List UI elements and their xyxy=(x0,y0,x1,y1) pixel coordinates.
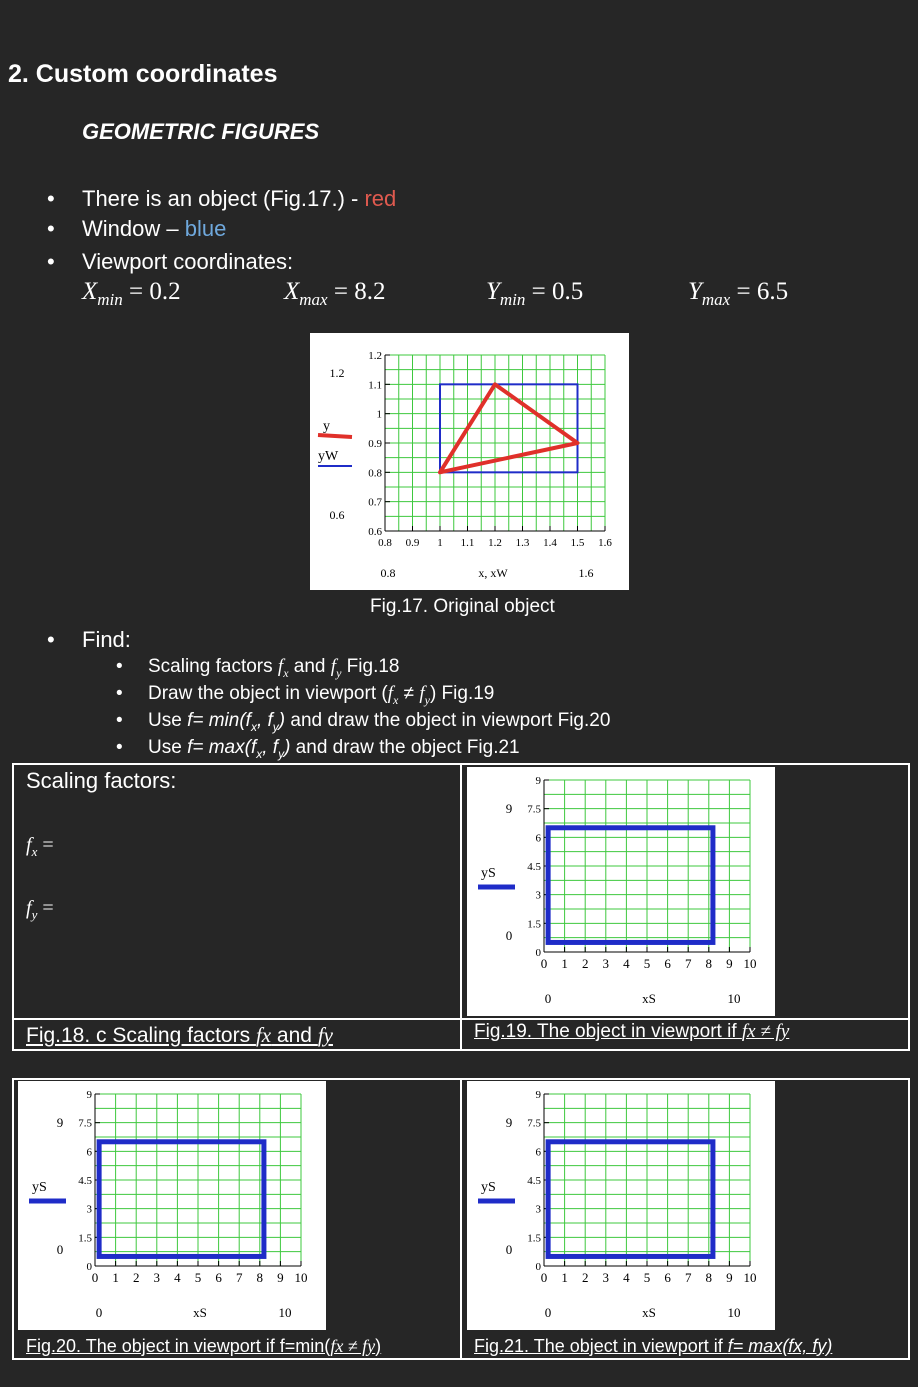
x-label: xS xyxy=(193,1305,207,1320)
ymin-equation xyxy=(486,278,583,310)
x-tick-label: 1.3 xyxy=(515,537,530,549)
find-text: ) Fig.19 xyxy=(429,683,495,704)
object-legend-line xyxy=(318,435,352,437)
fig21-caption-math: f= max(fx, fy) xyxy=(727,1336,833,1356)
x-tick-label: 6 xyxy=(664,1270,671,1285)
x-label: x, xW xyxy=(478,566,508,580)
x-tick-label: 2 xyxy=(132,1270,140,1285)
bullet-dot-icon: • xyxy=(116,710,123,731)
find-text: ≠ xyxy=(398,683,420,704)
x-tick-label: 1.2 xyxy=(488,537,502,549)
fig19-caption-text: Fig.19. The object in viewport if xyxy=(474,1021,742,1042)
y-tick-label: 0 xyxy=(86,1261,92,1273)
y-tick-label: 1.5 xyxy=(78,1232,92,1245)
y-tick-label: 3 xyxy=(535,1203,541,1216)
y-tick-label: 6 xyxy=(535,832,541,845)
y-tick-label: 0.6 xyxy=(368,526,382,538)
bullet-viewport xyxy=(47,249,294,275)
find-text: Use xyxy=(148,710,188,731)
y-min-label: 0.6 xyxy=(329,508,345,522)
bullet-dot-icon: • xyxy=(47,627,55,652)
y-tick-label: 9 xyxy=(535,775,541,787)
x-right-label: 10 xyxy=(727,1305,741,1320)
find-text: Use xyxy=(148,737,188,758)
bullet-dot-icon: • xyxy=(47,216,55,241)
x-tick-label: 1.4 xyxy=(543,537,557,549)
x-tick-label: 5 xyxy=(194,1270,202,1285)
x-label: xS xyxy=(642,991,656,1006)
bullet-dot-icon: • xyxy=(116,656,123,677)
y-tick-label: 4.5 xyxy=(527,1175,541,1187)
y-tick-label: 9 xyxy=(86,1089,92,1101)
bullet-dot-icon: • xyxy=(47,249,55,274)
xmax-equation xyxy=(284,278,385,310)
fig20-caption-text: Fig.20. The object in viewport if f=min( xyxy=(26,1336,331,1356)
fig21-caption-text: Fig.21. The object in viewport if xyxy=(474,1336,728,1356)
fig18-caption-math: fx xyxy=(255,1023,272,1047)
x-tick-label: 8 xyxy=(705,1270,713,1285)
y-min-label: 0 xyxy=(505,1242,513,1257)
fig20-caption-math: fx ≠ fy xyxy=(330,1336,376,1356)
find-text: and draw the object Fig.21 xyxy=(290,737,520,758)
xmin-equation xyxy=(82,278,181,310)
fig20-svg xyxy=(18,1081,326,1330)
fig19-plot xyxy=(467,767,775,1016)
find-math: , f xyxy=(256,710,273,731)
fig18-caption-text: Fig.18. c Scaling factors xyxy=(26,1024,256,1047)
y-tick-label: 1.5 xyxy=(527,918,541,931)
find-math: ) xyxy=(278,710,286,731)
x-tick-label: 5 xyxy=(643,956,651,971)
x-tick-label: 8 xyxy=(256,1270,264,1285)
bullet-object-text: There is an object (Fig.17.) - xyxy=(82,186,365,211)
find-math: f xyxy=(330,656,337,677)
x-tick-label: 2 xyxy=(581,956,589,971)
x-tick-label: 4 xyxy=(174,1270,181,1285)
x-tick-label: 0 xyxy=(540,956,548,971)
find-item-3 xyxy=(116,710,611,734)
ymax-sub: max xyxy=(701,290,731,309)
fig21-plot xyxy=(467,1081,775,1330)
x-label: xS xyxy=(642,1305,656,1320)
y-tick-label: 0.8 xyxy=(368,467,382,480)
x-tick-label: 0 xyxy=(540,1270,548,1285)
ymin-value: = 0.5 xyxy=(531,278,584,305)
table-divider xyxy=(12,1018,910,1020)
find-item-2 xyxy=(116,683,495,708)
table-divider xyxy=(460,763,462,1051)
x-tick-label: 7 xyxy=(684,956,692,971)
find-sub: x xyxy=(256,746,263,761)
y-tick-label: 6 xyxy=(535,1146,541,1159)
y-max-label: 9 xyxy=(505,1115,513,1130)
ymax-equation xyxy=(688,278,788,310)
y-min-label: 0 xyxy=(56,1242,64,1257)
find-label-text: Find: xyxy=(82,627,131,652)
x-tick-label: 4 xyxy=(623,956,630,971)
y-label: yS xyxy=(32,1180,47,1195)
y-tick-label: 0 xyxy=(535,1261,541,1273)
find-sub: x xyxy=(393,692,399,707)
x-left-label: 0 xyxy=(544,991,552,1006)
x-right-label: 1.6 xyxy=(578,566,594,580)
y-tick-label: 0.9 xyxy=(368,438,382,450)
x-tick-label: 7 xyxy=(684,1270,692,1285)
y-max-label: 1.2 xyxy=(329,366,345,380)
ymin-sub: min xyxy=(499,290,526,309)
find-text: Draw the object in viewport ( xyxy=(148,683,388,704)
find-math: f xyxy=(277,656,284,677)
find-sub: y xyxy=(278,746,285,761)
y-tick-label: 1.1 xyxy=(368,379,382,392)
find-sub: y xyxy=(272,719,279,734)
find-math: ) xyxy=(284,737,291,758)
bullet-object-color: red xyxy=(364,186,397,211)
x-tick-label: 8 xyxy=(705,956,713,971)
ymin-symbol: Y xyxy=(486,278,500,305)
y-tick-label: 4.5 xyxy=(527,861,541,873)
bullet-window-color: blue xyxy=(184,216,227,241)
find-item-4 xyxy=(116,737,520,761)
x-tick-label: 1 xyxy=(437,537,443,549)
y-tick-label: 4.5 xyxy=(78,1175,92,1187)
x-tick-label: 9 xyxy=(277,1270,284,1285)
y-tick-label: 7.5 xyxy=(527,803,541,816)
xmax-value: = 8.2 xyxy=(333,278,386,305)
find-sub: y xyxy=(424,692,430,707)
bullet-window xyxy=(47,216,227,242)
bullet-dot-icon: • xyxy=(47,186,55,211)
y-max-label: 9 xyxy=(505,801,513,816)
y-tick-label: 9 xyxy=(535,1089,541,1101)
section-title: 2. Custom coordinates xyxy=(8,60,278,88)
y-tick-label: 1.2 xyxy=(368,350,382,362)
find-label xyxy=(47,627,131,653)
find-sub: y xyxy=(336,665,342,680)
y-min-label: 0 xyxy=(505,928,513,943)
find-sub: x xyxy=(250,719,257,734)
x-tick-label: 10 xyxy=(743,1270,757,1285)
fx-field[interactable] xyxy=(26,834,54,860)
fig20-plot xyxy=(18,1081,326,1330)
find-math: f xyxy=(419,683,425,704)
y-tick-label: 1 xyxy=(376,408,382,421)
x-right-label: 10 xyxy=(727,991,741,1006)
find-text: Fig.18 xyxy=(341,656,400,677)
x-tick-label: 0 xyxy=(91,1270,99,1285)
find-text: Scaling factors xyxy=(148,656,278,677)
xmin-sub: min xyxy=(97,290,123,309)
y-tick-label: 7.5 xyxy=(527,1117,541,1130)
x-tick-label: 1.1 xyxy=(460,537,475,549)
find-sub: x xyxy=(283,665,289,680)
x-tick-label: 1.5 xyxy=(570,537,585,549)
find-item-1 xyxy=(116,656,400,681)
xmax-symbol: X xyxy=(284,278,300,305)
xmax-sub: max xyxy=(299,290,328,309)
fig19-caption-math: fx ≠ fy xyxy=(741,1021,790,1042)
x-tick-label: 9 xyxy=(726,956,733,971)
y-tick-label: 7.5 xyxy=(78,1117,92,1130)
x-tick-label: 7 xyxy=(235,1270,243,1285)
x-tick-label: 1 xyxy=(561,956,568,971)
find-text: and xyxy=(288,656,331,677)
x-tick-label: 2 xyxy=(581,1270,589,1285)
fx-symbol: f xyxy=(26,834,32,856)
fig18-caption xyxy=(26,1023,333,1048)
fx-sub: x xyxy=(31,844,38,859)
bullet-viewport-text: Viewport coordinates: xyxy=(82,249,294,274)
xmin-symbol: X xyxy=(82,278,98,305)
y-max-label: 9 xyxy=(56,1115,64,1130)
x-tick-label: 10 xyxy=(294,1270,308,1285)
bullet-window-text: Window – xyxy=(82,216,185,241)
y-tick-label: 1.5 xyxy=(527,1232,541,1245)
x-tick-label: 1 xyxy=(112,1270,119,1285)
y-tick-label: 0.7 xyxy=(368,496,382,509)
y-tick-label: 6 xyxy=(86,1146,92,1159)
x-tick-label: 6 xyxy=(664,956,671,971)
fy-eq: = xyxy=(37,897,54,919)
x-tick-label: 1.6 xyxy=(598,537,612,549)
fig18-caption-math: fy xyxy=(317,1023,333,1047)
ymax-symbol: Y xyxy=(688,278,702,305)
x-tick-label: 4 xyxy=(623,1270,630,1285)
fig17-plot xyxy=(310,333,629,590)
y-label: yS xyxy=(481,1180,496,1195)
fx-eq: = xyxy=(37,834,54,856)
fy-sub: y xyxy=(31,907,38,922)
fig19-caption xyxy=(474,1021,789,1043)
fig17-svg xyxy=(310,333,629,590)
fig21-caption xyxy=(474,1336,832,1357)
x-left-label: 0.8 xyxy=(380,566,396,580)
find-math: , f xyxy=(262,737,279,758)
fig20-caption xyxy=(26,1336,381,1357)
fy-symbol: f xyxy=(26,897,32,919)
x-tick-label: 3 xyxy=(602,1270,610,1285)
y-label: yS xyxy=(481,866,496,881)
find-text: and draw the object in viewport Fig.20 xyxy=(285,710,611,731)
y-tick-label: 3 xyxy=(535,889,541,902)
fy-field[interactable] xyxy=(26,897,54,923)
fig19-svg xyxy=(467,767,775,1016)
x-tick-label: 9 xyxy=(726,1270,733,1285)
x-tick-label: 6 xyxy=(215,1270,222,1285)
y-tick-label: 0 xyxy=(535,947,541,959)
x-tick-label: 10 xyxy=(743,956,757,971)
x-right-label: 10 xyxy=(278,1305,292,1320)
x-tick-label: 3 xyxy=(153,1270,161,1285)
x-left-label: 0 xyxy=(544,1305,552,1320)
x-tick-label: 5 xyxy=(643,1270,651,1285)
x-tick-label: 0.9 xyxy=(405,537,420,549)
x-tick-label: 0.8 xyxy=(378,537,392,549)
find-math: f= max(f xyxy=(187,737,257,758)
x-left-label: 0 xyxy=(95,1305,103,1320)
fig20-caption-text: ) xyxy=(375,1336,382,1356)
find-math: f xyxy=(387,683,393,704)
y-label-top: y xyxy=(323,419,330,434)
bullet-dot-icon: • xyxy=(116,683,123,704)
fig17-caption: Fig.17. Original object xyxy=(370,596,555,617)
y-tick-label: 3 xyxy=(86,1203,92,1216)
find-math: f= min(f xyxy=(187,710,251,731)
scaling-title: Scaling factors: xyxy=(26,768,177,793)
fig18-caption-text: and xyxy=(271,1024,318,1047)
x-tick-label: 3 xyxy=(602,956,610,971)
bullet-dot-icon: • xyxy=(116,737,123,758)
xmin-value: = 0.2 xyxy=(129,278,181,305)
fig21-svg xyxy=(467,1081,775,1330)
ymax-value: = 6.5 xyxy=(736,278,789,305)
bullet-object xyxy=(47,186,397,212)
x-tick-label: 1 xyxy=(561,1270,568,1285)
table-divider xyxy=(460,1078,462,1360)
subtitle: GEOMETRIC FIGURES xyxy=(82,119,320,144)
y-label-bottom: yW xyxy=(318,449,339,464)
